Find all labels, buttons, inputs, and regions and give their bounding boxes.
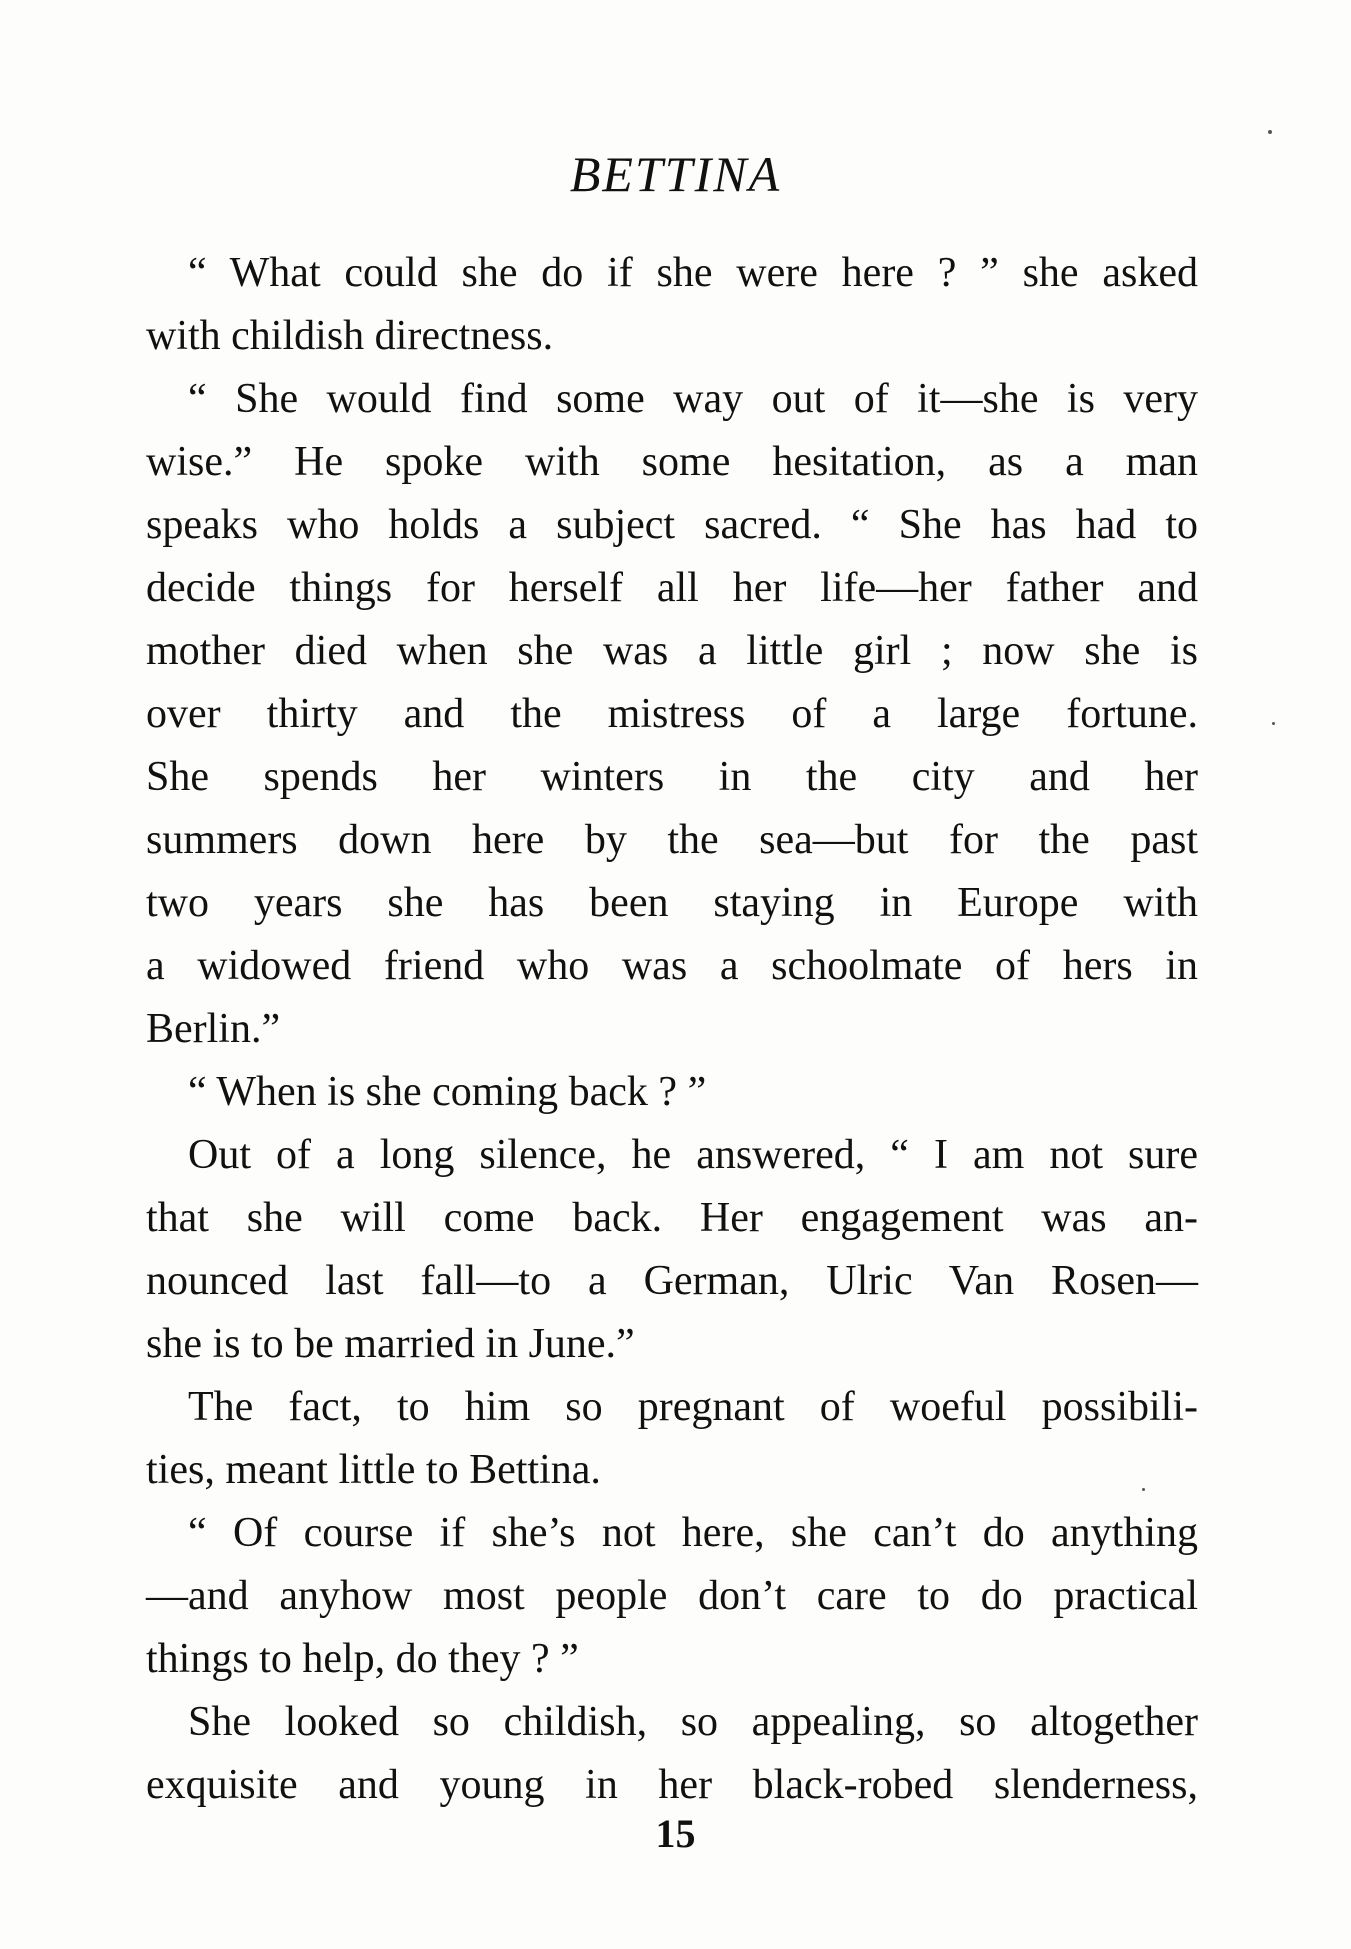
text-line: Out of a long silence, he answered, “ I am not sure xyxy=(188,1132,1198,1178)
text-line: wise.” He spoke with some hesitation, as a man xyxy=(146,439,1198,485)
text-line: “ What could she do if she were here ? ” she asked xyxy=(188,250,1198,296)
text-line: things to help, do they ? ” xyxy=(146,1636,579,1682)
text-line: with childish directness. xyxy=(146,313,554,359)
text-line: two years she has been staying in Europe with xyxy=(146,880,1198,926)
text-line: The fact, to him so pregnant of woeful possibili- xyxy=(188,1384,1198,1430)
text-line: a widowed friend who was a schoolmate of hers in xyxy=(146,943,1198,989)
print-speck xyxy=(1272,722,1275,725)
text-line: over thirty and the mistress of a large fortune. xyxy=(146,691,1198,737)
text-line: She looked so childish, so appealing, so altogether xyxy=(188,1699,1198,1745)
running-head: BETTINA xyxy=(569,146,782,202)
text-line: decide things for herself all her life—her father and xyxy=(146,565,1198,611)
text-line: she is to be married in June.” xyxy=(146,1321,635,1367)
text-line: ties, meant little to Bettina. xyxy=(146,1447,601,1493)
text-line: speaks who holds a subject sacred. “ She has had to xyxy=(146,502,1198,548)
text-line: Berlin.” xyxy=(146,1006,281,1052)
text-line: She spends her winters in the city and her xyxy=(146,754,1198,800)
body-text xyxy=(146,242,1198,1817)
text-line: exquisite and young in her black-robed slenderness, xyxy=(146,1762,1198,1808)
text-line: —and anyhow most people don’t care to do practical xyxy=(146,1573,1198,1619)
print-speck xyxy=(1268,130,1272,134)
print-speck xyxy=(1142,1488,1145,1491)
page-number: 15 xyxy=(655,1811,696,1856)
text-line: mother died when she was a little girl ; now she is xyxy=(146,628,1198,674)
text-line: “ She would find some way out of it—she is very xyxy=(188,376,1198,422)
text-line: nounced last fall—to a German, Ulric Van Rosen— xyxy=(146,1258,1198,1304)
text-line: “ Of course if she’s not here, she can’t do anything xyxy=(188,1510,1198,1556)
text-line: that she will come back. Her engagement was an- xyxy=(146,1195,1198,1241)
text-line: summers down here by the sea—but for the past xyxy=(146,817,1198,863)
text-line: “ When is she coming back ? ” xyxy=(188,1069,707,1115)
